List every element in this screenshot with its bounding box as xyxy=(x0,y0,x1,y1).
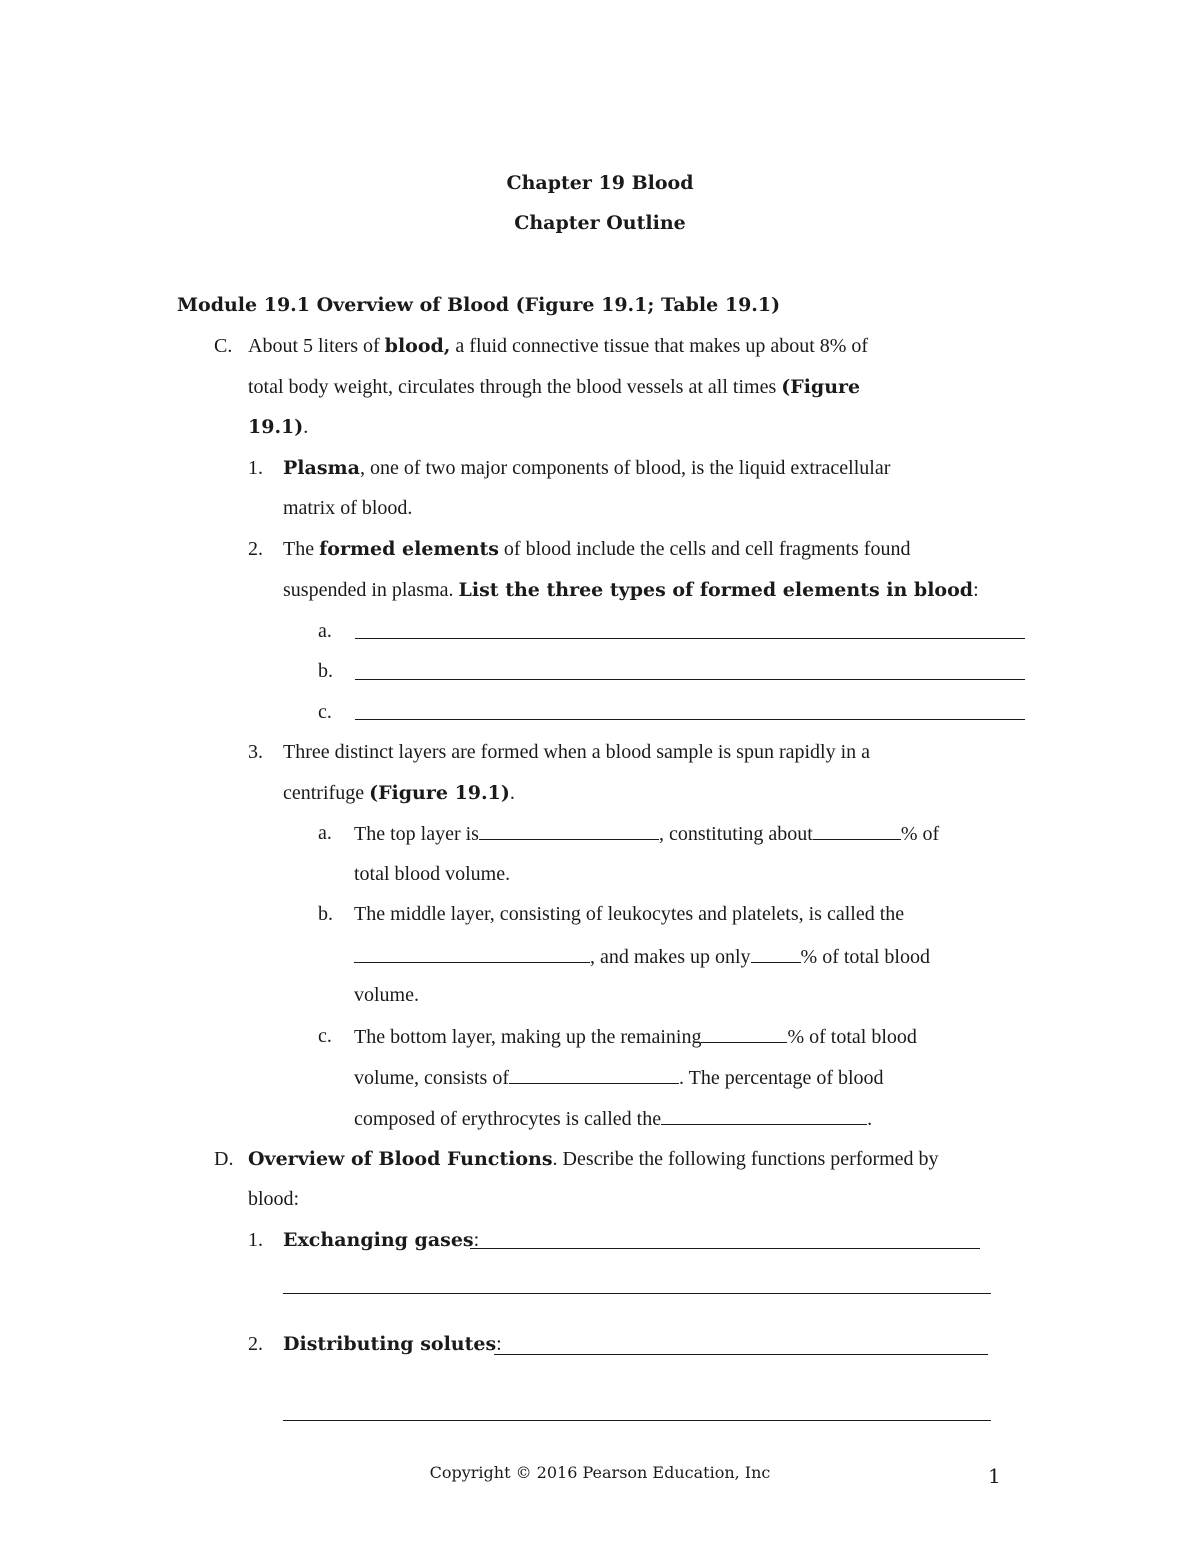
bottom-layer-blank[interactable] xyxy=(509,1065,679,1084)
formed-element-b-blank[interactable] xyxy=(355,679,1025,680)
function-1-marker: 1. xyxy=(248,1229,263,1251)
function-2-label: Distributing solutes: xyxy=(283,1333,502,1355)
hematocrit-blank[interactable] xyxy=(661,1106,867,1125)
formed-element-b-marker: b. xyxy=(318,660,333,682)
top-layer-percent-blank[interactable] xyxy=(813,821,901,840)
section-d-line-1: Overview of Blood Functions. Describe the following functions performed by xyxy=(248,1148,939,1170)
formed-element-c-marker: c. xyxy=(318,701,332,723)
item-1-marker: 1. xyxy=(248,457,263,479)
item-3-line-1: Three distinct layers are formed when a blood sample is spun rapidly in a xyxy=(283,741,871,763)
layer-b-line-1: The middle layer, consisting of leukocytes and platelets, is called the xyxy=(354,903,905,925)
top-layer-blank[interactable] xyxy=(479,821,659,840)
item-3-line-2: centrifuge (Figure 19.1). xyxy=(283,782,515,804)
formed-element-a-marker: a. xyxy=(318,620,332,642)
layer-b-line-3: volume. xyxy=(354,984,419,1006)
bottom-layer-percent-blank[interactable] xyxy=(701,1024,787,1043)
middle-layer-blank[interactable] xyxy=(354,944,590,963)
formed-element-a-blank[interactable] xyxy=(355,638,1025,639)
middle-layer-percent-blank[interactable] xyxy=(751,944,801,963)
layer-c-line-2: volume, consists of . The percentage of blood xyxy=(354,1067,884,1089)
item-3-marker: 3. xyxy=(248,741,263,763)
distributing-solutes-blank-1[interactable] xyxy=(494,1354,988,1355)
layer-c-line-3: composed of erythrocytes is called the . xyxy=(354,1108,873,1130)
module-heading: Module 19.1 Overview of Blood (Figure 19.1; Table 19.1) xyxy=(177,294,781,316)
item-2-line-2: suspended in plasma. List the three types of formed elements in blood: xyxy=(283,579,979,601)
chapter-title: Chapter 19 Blood xyxy=(506,172,694,194)
distributing-solutes-blank-2[interactable] xyxy=(283,1420,991,1421)
layer-c-marker: c. xyxy=(318,1025,332,1047)
item-1-line-1: Plasma, one of two major components of blood, is the liquid extracellular xyxy=(283,457,891,479)
layer-b-marker: b. xyxy=(318,903,333,925)
section-d-marker: D. xyxy=(214,1148,234,1170)
chapter-subtitle: Chapter Outline xyxy=(514,212,686,234)
layer-c-line-1: The bottom layer, making up the remaining % of total blood xyxy=(354,1026,917,1048)
section-c-line-2: total body weight, circulates through the blood vessels at all times (Figure xyxy=(248,376,861,398)
layer-b-line-2: , and makes up only % of total blood xyxy=(354,944,930,969)
item-2-line-1: The formed elements of blood include the cells and cell fragments found xyxy=(283,538,911,560)
page-number: 1 xyxy=(988,1464,1001,1488)
section-c-marker: C. xyxy=(214,335,233,357)
formed-element-c-blank[interactable] xyxy=(355,719,1025,720)
layer-a-line-1: The top layer is , constituting about % of xyxy=(354,823,940,845)
copyright-footer: Copyright © 2016 Pearson Education, Inc xyxy=(429,1463,771,1482)
item-2-marker: 2. xyxy=(248,538,263,560)
exchanging-gases-blank-1[interactable] xyxy=(470,1248,980,1249)
layer-a-line-2: total blood volume. xyxy=(354,863,511,885)
function-2-marker: 2. xyxy=(248,1333,263,1355)
function-1-label: Exchanging gases: xyxy=(283,1229,480,1251)
section-d-line-2: blood: xyxy=(248,1188,300,1210)
layer-a-marker: a. xyxy=(318,822,332,844)
exchanging-gases-blank-2[interactable] xyxy=(283,1293,991,1294)
section-c-line-3: 19.1). xyxy=(248,416,309,438)
section-c-line-1: About 5 liters of blood, a fluid connective tissue that makes up about 8% of xyxy=(248,335,869,357)
item-1-line-2: matrix of blood. xyxy=(283,497,413,519)
